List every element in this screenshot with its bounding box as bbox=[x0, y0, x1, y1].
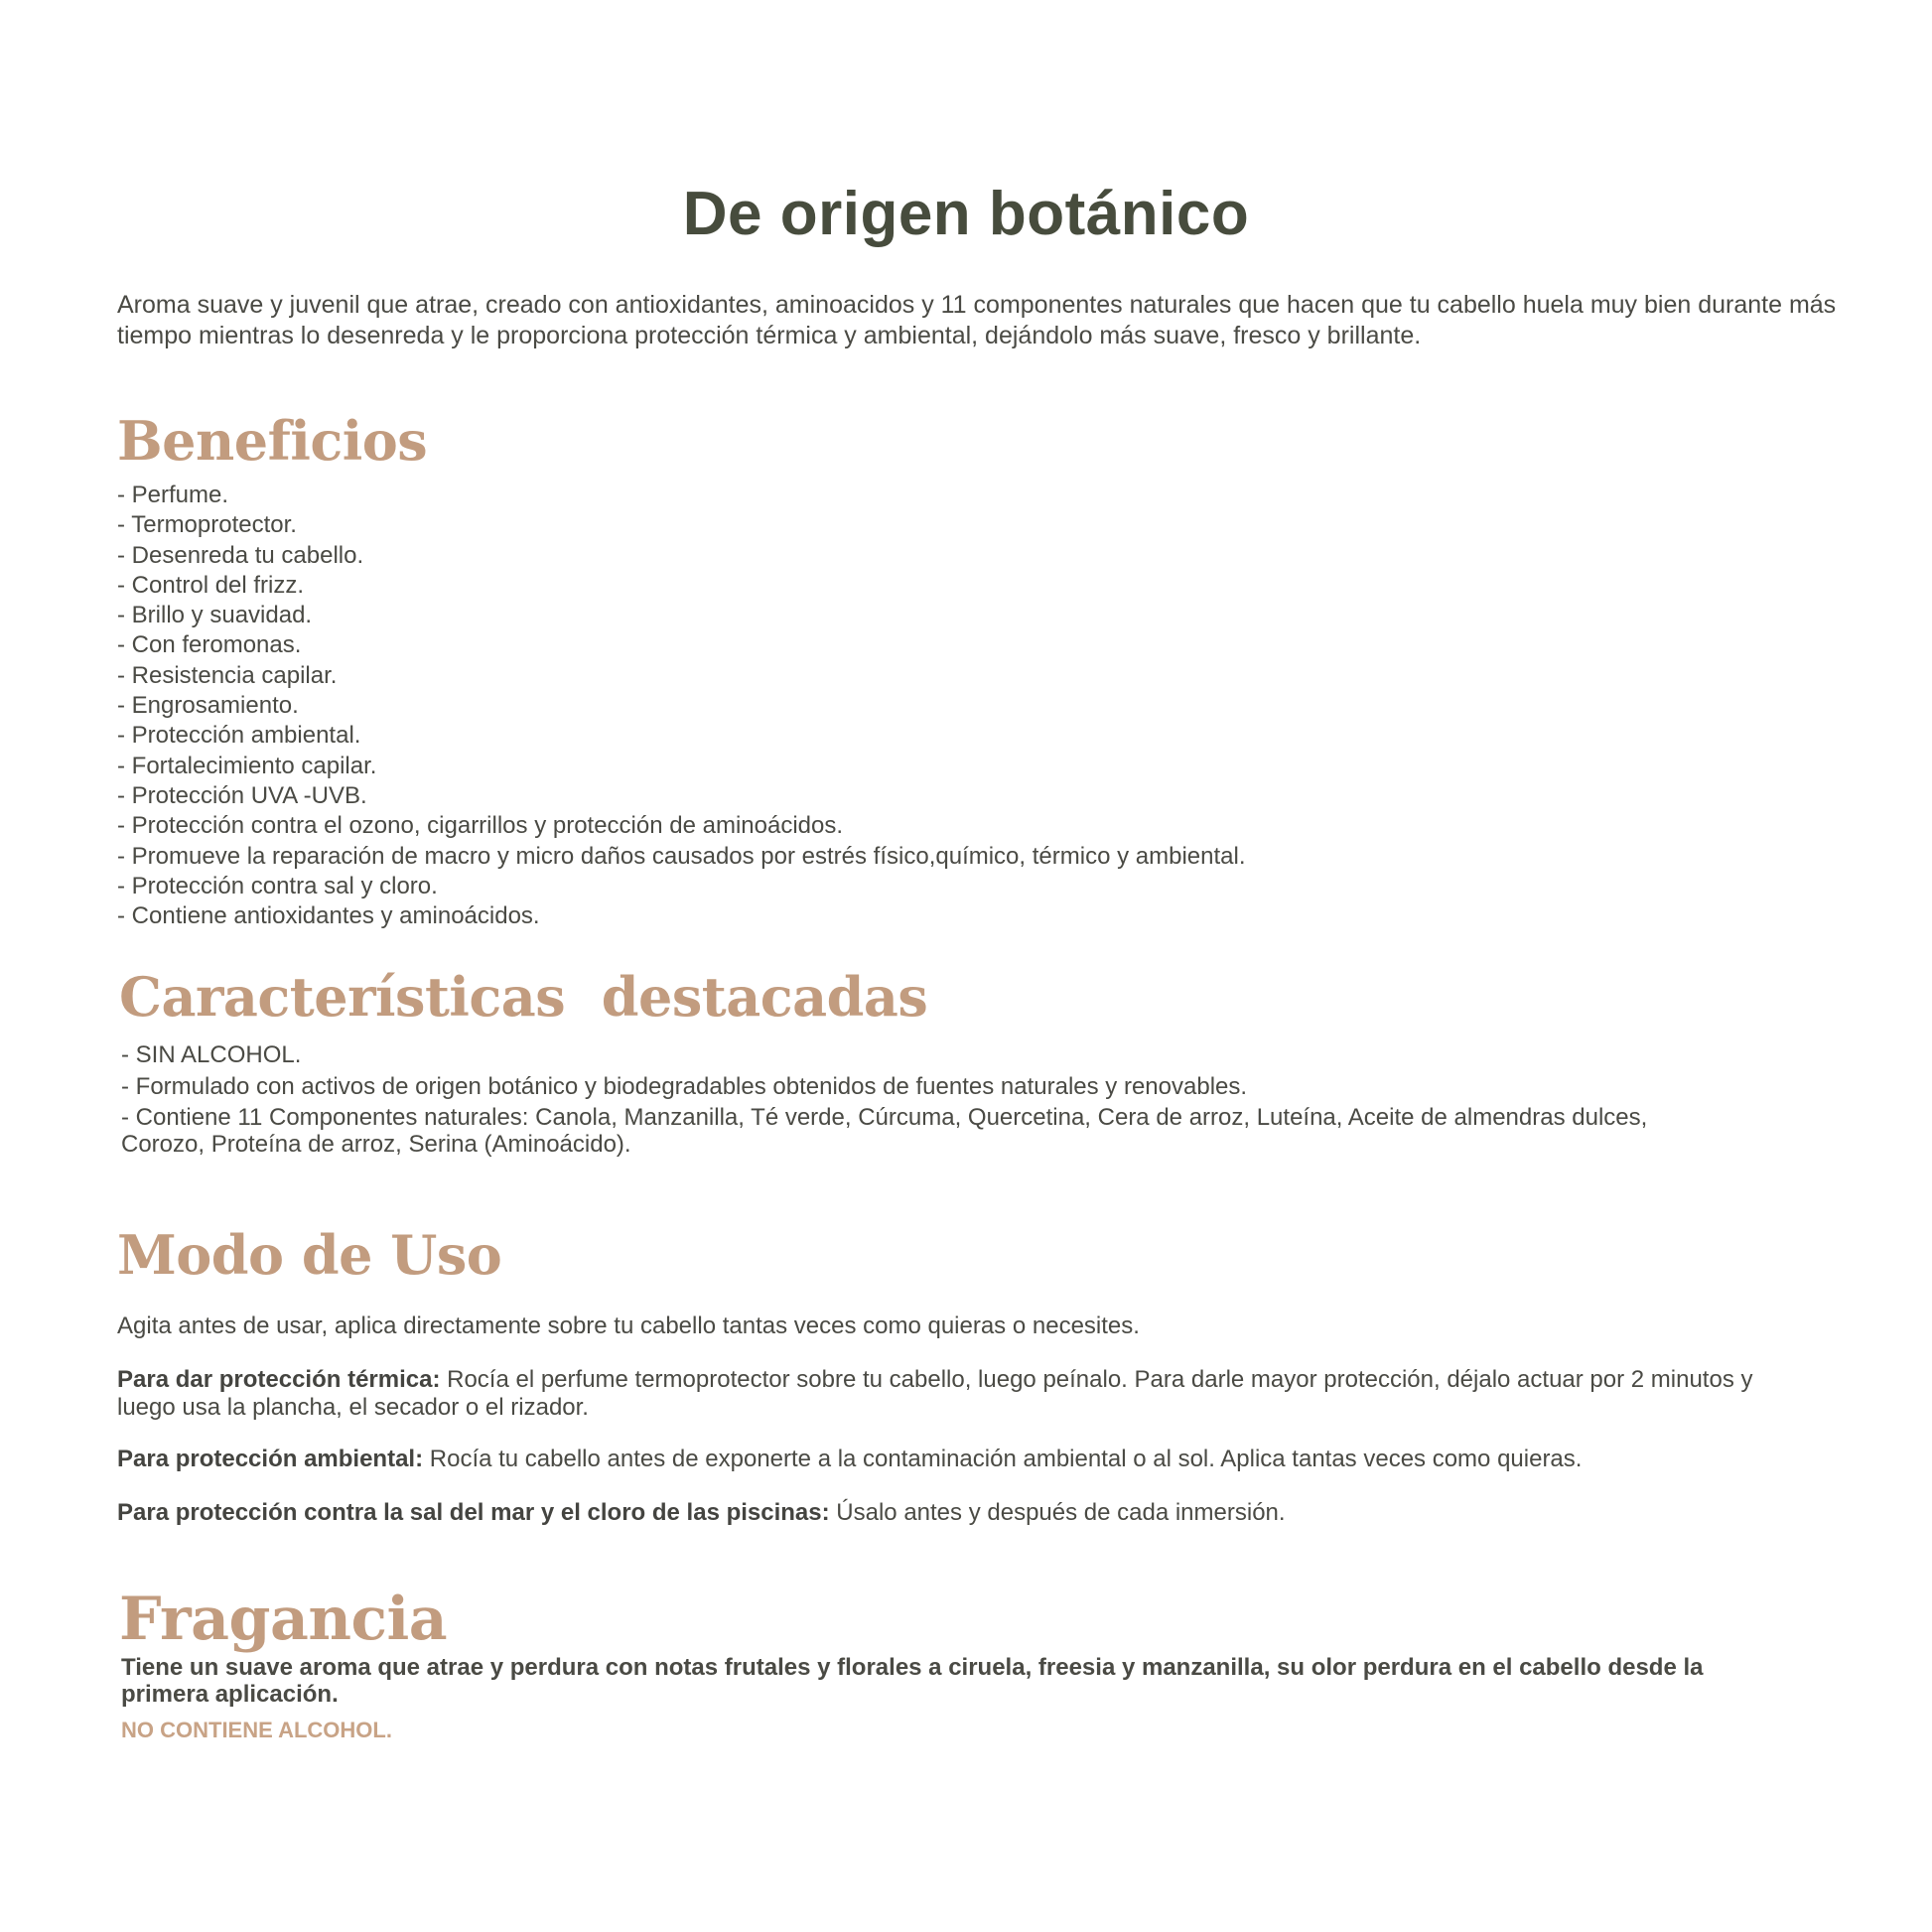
benefits-list bbox=[117, 481, 1245, 931]
usage-salt-label: Para protección contra la sal del mar y el cloro de las piscinas: bbox=[117, 1499, 830, 1526]
usage-ambient-label: Para protección ambiental: bbox=[117, 1446, 424, 1472]
usage-thermal-paragraph bbox=[117, 1366, 1785, 1422]
usage-heading: Modo de Uso bbox=[117, 1223, 502, 1287]
usage-intro: Agita antes de usar, aplica directamente sobre tu cabello tantas veces como quieras o necesites. bbox=[117, 1312, 1140, 1339]
usage-thermal-text: Rocía el perfume termoprotector sobre tu cabello, luego peínalo. Para darle mayor protección, déjalo actuar por 2 minutos y luego usa la plancha, el secador o el rizador. bbox=[117, 1366, 1753, 1421]
usage-ambient-paragraph bbox=[117, 1446, 1805, 1473]
features-heading: Características destacadas bbox=[119, 965, 928, 1029]
feature-item: - Contiene 11 Componentes naturales: Canola, Manzanilla, Té verde, Cúrcuma, Quercetina, Cera de arroz, Luteína, Aceite de almendras dulces, Corozo, Proteína de arroz, Serina (Aminoácido). bbox=[121, 1104, 1648, 1158]
feature-item: - SIN ALCOHOL. bbox=[121, 1041, 302, 1068]
benefit-item: - Perfume. bbox=[117, 482, 229, 508]
benefits-heading: Beneficios bbox=[117, 409, 428, 473]
benefit-item: - Desenreda tu cabello. bbox=[117, 541, 364, 569]
benefit-item: - Protección contra el ozono, cigarrillos y protección de aminoácidos. bbox=[117, 812, 844, 840]
benefit-item: - Contiene antioxidantes y aminoácidos. bbox=[117, 902, 540, 930]
benefit-item: - Brillo y suavidad. bbox=[117, 602, 313, 629]
page-title: De origen botánico bbox=[682, 180, 1250, 248]
benefit-item: - Con feromonas. bbox=[117, 631, 302, 659]
usage-ambient-text: Rocía tu cabello antes de exponerte a la contaminación ambiental o al sol. Aplica tantas veces como quieras. bbox=[423, 1446, 1583, 1472]
benefit-item: - Fortalecimiento capilar. bbox=[117, 752, 377, 779]
benefit-item: - Promueve la reparación de macro y micro daños causados por estrés físico,químico, térmico y ambiental. bbox=[117, 842, 1246, 870]
intro-paragraph: Aroma suave y juvenil que atrae, creado con antioxidantes, aminoacidos y 11 componentes naturales que hacen que tu cabello huela muy bien durante más tiempo mientras lo desenreda y le proporciona protección térmica y ambiental, dejándolo más suave, fresco y brillante. bbox=[117, 291, 1837, 349]
benefit-item: - Resistencia capilar. bbox=[117, 661, 338, 689]
features-list bbox=[121, 1040, 1670, 1160]
benefit-item: - Protección UVA -UVB. bbox=[117, 781, 367, 809]
benefit-item: - Protección contra sal y cloro. bbox=[117, 872, 438, 899]
fragrance-heading: Fragancia bbox=[119, 1585, 448, 1654]
fragrance-text: Tiene un suave aroma que atrae y perdura con notas frutales y florales a ciruela, freesia y manzanilla, su olor perdura en el cabello desde la primera aplicación. bbox=[121, 1654, 1704, 1708]
benefit-item: - Control del frizz. bbox=[117, 571, 305, 599]
benefit-item: - Termoprotector. bbox=[117, 511, 297, 539]
feature-item: - Formulado con activos de origen botánico y biodegradables obtenidos de fuentes naturales y renovables. bbox=[121, 1073, 1248, 1100]
no-alcohol-note: NO CONTIENE ALCOHOL. bbox=[121, 1718, 392, 1742]
usage-salt-paragraph bbox=[117, 1499, 1805, 1527]
benefit-item: - Engrosamiento. bbox=[117, 692, 299, 720]
usage-thermal-label: Para dar protección térmica: bbox=[117, 1366, 441, 1393]
usage-salt-text: Úsalo antes y después de cada inmersión. bbox=[829, 1499, 1286, 1526]
benefit-item: - Protección ambiental. bbox=[117, 722, 361, 750]
